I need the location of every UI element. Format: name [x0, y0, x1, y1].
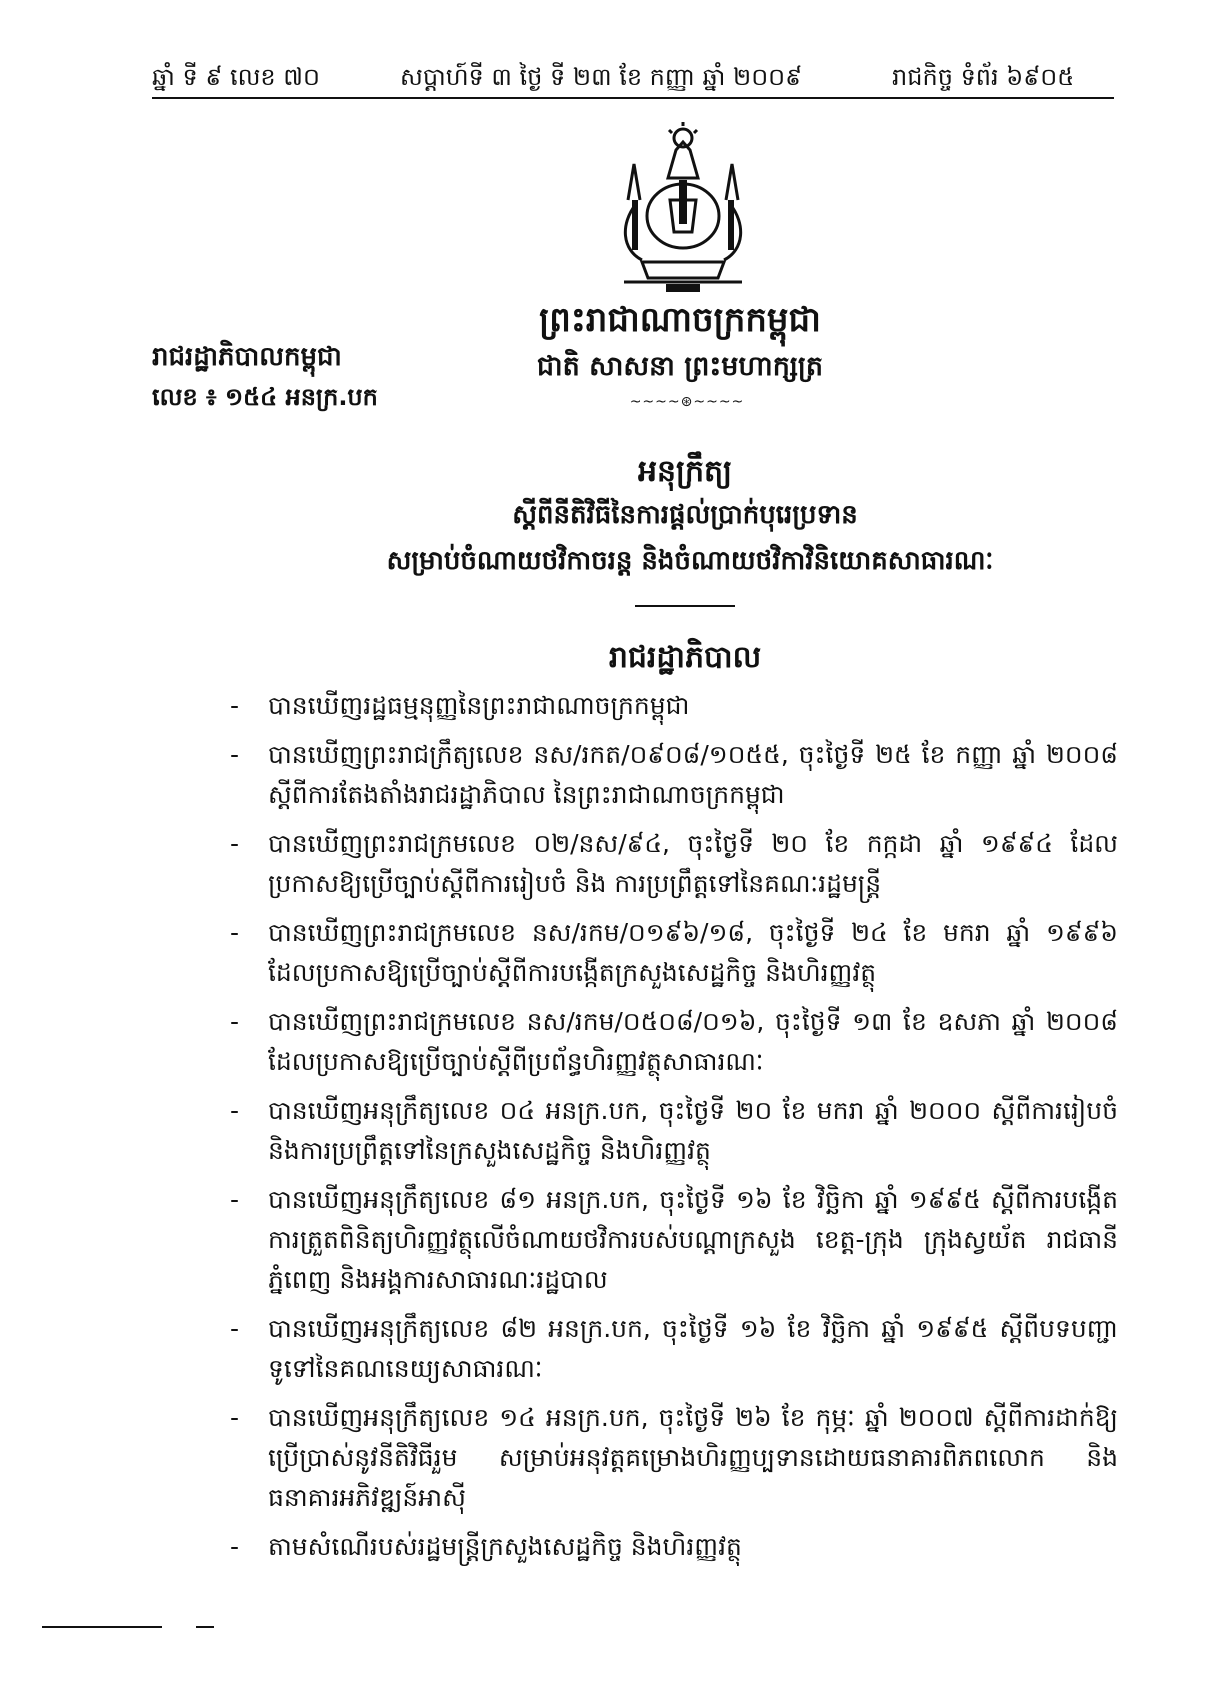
document-subject-line1: ស្តីពីនីតិវិធីនៃការផ្តល់ប្រាក់បុរេប្រទាន [512, 500, 858, 530]
bullet-dash: - [230, 829, 240, 858]
preamble-list [230, 686, 1118, 1576]
gazette-issue: ឆ្នាំ ទី ៩ លេខ ៧០ [152, 63, 320, 91]
preamble-item [230, 1527, 1118, 1567]
preamble-text: បានឃើញព្រះរាជក្រឹត្យលេខ នស/រកត/០៩០៨/១០៥៥, ចុះថ្ងៃទី ២៥ ខែ កញ្ញា ឆ្នាំ ២០០៨ ស្តីពីការតែងតាំងរាជរដ្ឋាភិបាល នៃព្រះរាជាណាចក្រកម្ពុជា [268, 740, 1118, 809]
preamble-item [230, 1091, 1118, 1171]
gazette-page: រាជកិច្ច ទំព័រ ៦៩០៥ [892, 63, 1075, 91]
preamble-item [230, 824, 1118, 904]
bullet-dash: - [230, 691, 240, 720]
header-rule [152, 97, 1114, 99]
ornament-divider: ~~~~⊛~~~~ [629, 394, 745, 410]
bullet-dash: - [230, 1532, 240, 1561]
bullet-dash: - [230, 918, 240, 947]
preamble-text: បានឃើញអនុក្រឹត្យលេខ ៨២ អនក្រ.បក, ចុះថ្ងៃទី ១៦ ខែ វិច្ឆិកា ឆ្នាំ ១៩៩៥ ស្តីពីបទបញ្ជាទូទៅនៃគណនេយ្យសាធារណៈ [268, 1314, 1118, 1383]
preamble-text: បានឃើញអនុក្រឹត្យលេខ ០៤ អនក្រ.បក, ចុះថ្ងៃទី ២០ ខែ មករា ឆ្នាំ ២០០០ ស្តីពីការរៀបចំ និងការប្រព្រឹត្តទៅនៃក្រសួងសេដ្ឋកិច្ច និងហិរញ្ញវត្ថុ [268, 1096, 1118, 1165]
bullet-dash: - [230, 1096, 240, 1125]
footnote-mark [196, 1626, 214, 1628]
preamble-item [230, 735, 1118, 815]
national-motto: ជាតិ សាសនា ព្រះមហាក្សត្រ [536, 351, 824, 382]
issuing-government: រាជរដ្ឋាភិបាលកម្ពុជា [152, 342, 342, 372]
document-subject-line2: សម្រាប់ចំណាយថវិកាចរន្ត និងចំណាយថវិកាវិនិយោគសាធារណៈ [386, 546, 994, 576]
preamble-text: បានឃើញព្រះរាជក្រមលេខ ០២/នស/៩៤, ចុះថ្ងៃទី ២០ ខែ កក្កដា ឆ្នាំ ១៩៩៤ ដែលប្រកាសឱ្យប្រើច្បាប់ស្តីពីការរៀបចំ និង ការប្រព្រឹត្តទៅនៃគណៈរដ្ឋមន្ត្រី [268, 829, 1118, 898]
preamble-text: បានឃើញអនុក្រឹត្យលេខ ៨១ អនក្រ.បក, ចុះថ្ងៃទី ១៦ ខែ វិច្ឆិកា ឆ្នាំ ១៩៩៥ ស្តីពីការបង្កើតការត្រួតពិនិត្យហិរញ្ញវត្ថុលើចំណាយថវិការបស់បណ្តាក្រសួង ខេត្ត-ក្រុង ក្រុងស្វយ័ត រាជធានីភ្នំពេញ និងអង្គការសាធារណៈរដ្ឋបាល [268, 1185, 1118, 1294]
issuing-body: រាជរដ្ឋាភិបាល [608, 640, 762, 675]
preamble-text: តាមសំណើរបស់រដ្ឋមន្ត្រីក្រសួងសេដ្ឋកិច្ច និងហិរញ្ញវត្ថុ [268, 1532, 742, 1561]
preamble-item [230, 686, 1118, 726]
preamble-item [230, 1398, 1118, 1518]
bullet-dash: - [230, 1403, 240, 1432]
document-number: លេខ ៖ ១៥៤ អនក្រ.បក [152, 383, 378, 411]
preamble-item [230, 1002, 1118, 1082]
kingdom-name: ព្រះរាជាណាចក្រកម្ពុជា [539, 300, 821, 340]
bullet-dash: - [230, 1007, 240, 1036]
document-type: អនុក្រឹត្យ [637, 454, 733, 489]
footnote-rule [42, 1626, 162, 1628]
preamble-text: បានឃើញព្រះរាជក្រមលេខ នស/រកម/០៥០៨/០១៦, ចុះថ្ងៃទី ១៣ ខែ ឧសភា ឆ្នាំ ២០០៨ ដែលប្រកាសឱ្យប្រើច្បាប់ស្តីពីប្រព័ន្ធហិរញ្ញវត្ថុសាធារណៈ [268, 1007, 1118, 1076]
title-divider [635, 605, 735, 607]
preamble-text: បានឃើញរដ្ឋធម្មនុញ្ញនៃព្រះរាជាណាចក្រកម្ពុជា [268, 691, 690, 720]
preamble-item [230, 1180, 1118, 1300]
preamble-text: បានឃើញព្រះរាជក្រមលេខ នស/រកម/០១៩៦/១៨, ចុះថ្ងៃទី ២៤ ខែ មករា ឆ្នាំ ១៩៩៦ ដែលប្រកាសឱ្យប្រើច្បាប់ស្តីពីការបង្កើតក្រសួងសេដ្ឋកិច្ច និងហិរញ្ញវត្ថុ [268, 918, 1118, 987]
gazette-date: សប្តាហ៍ទី ៣ ថ្ងៃ ទី ២៣ ខែ កញ្ញា ឆ្នាំ ២០០៩ [400, 63, 803, 91]
preamble-text: បានឃើញអនុក្រឹត្យលេខ ១៤ អនក្រ.បក, ចុះថ្ងៃទី ២៦ ខែ កុម្ភៈ ឆ្នាំ ២០០៧ ស្តីពីការដាក់ឱ្យប្រើប្រាស់នូវនីតិវិធីរួម សម្រាប់អនុវត្តគម្រោងហិរញ្ញប្បទានដោយធនាគារពិភពលោក និងធនាគារអភិវឌ្ឍន៍អាស៊ី [268, 1403, 1118, 1512]
bullet-dash: - [230, 1314, 240, 1343]
preamble-item [230, 913, 1118, 993]
royal-emblem-icon [608, 120, 758, 296]
preamble-item [230, 1309, 1118, 1389]
bullet-dash: - [230, 1185, 240, 1214]
bullet-dash: - [230, 740, 240, 769]
